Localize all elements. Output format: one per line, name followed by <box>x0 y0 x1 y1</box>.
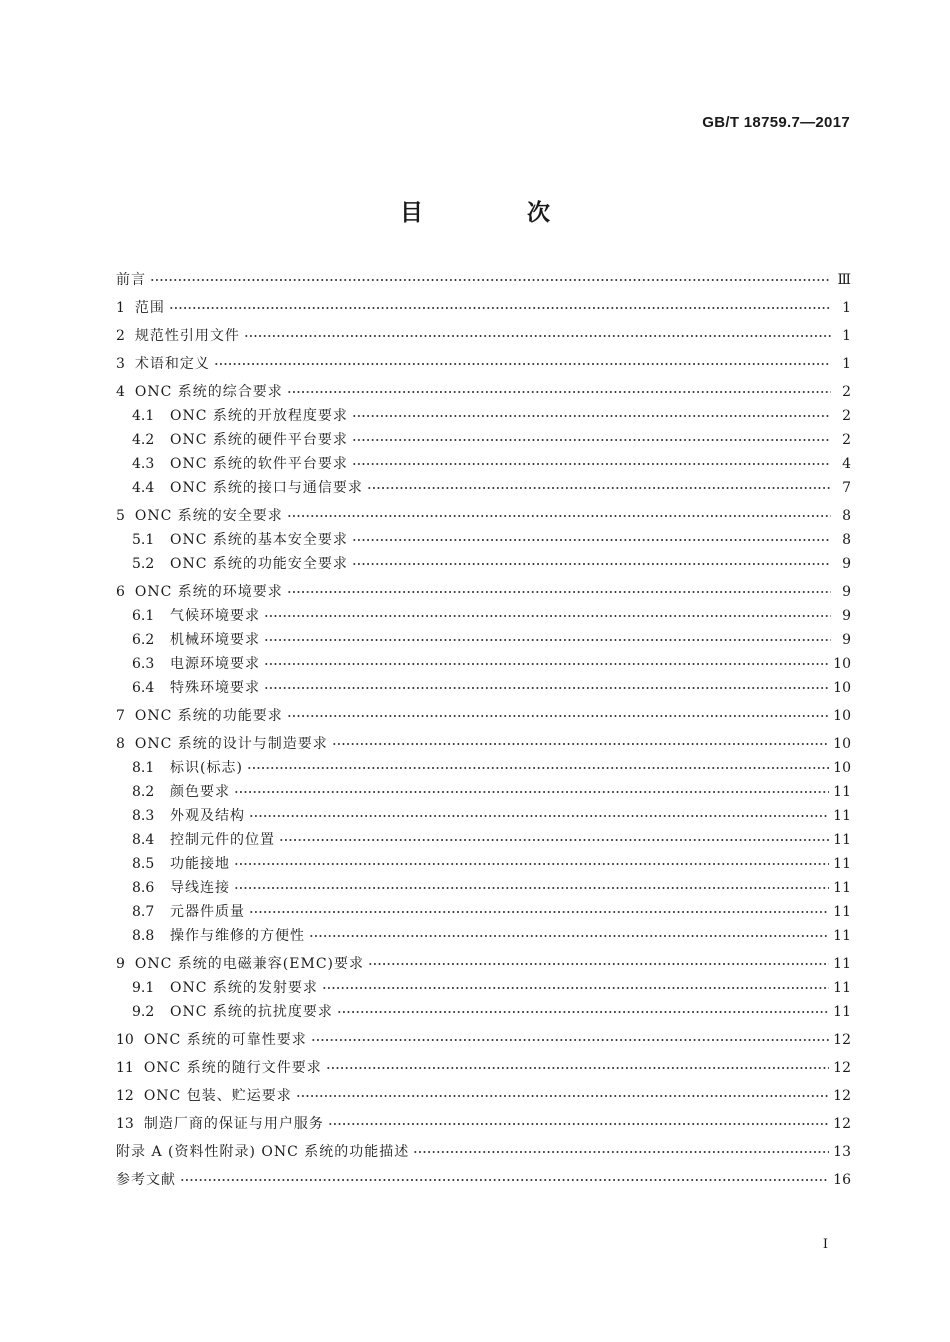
toc-entry[interactable] <box>116 1142 851 1162</box>
toc-entry[interactable] <box>116 678 851 698</box>
toc-entry[interactable] <box>116 354 851 374</box>
dot-leader <box>352 458 831 470</box>
dot-leader <box>311 1034 829 1046</box>
toc-entry-page: 7 <box>842 480 851 496</box>
dot-leader <box>234 882 829 894</box>
toc-entry-label: ONC 包装、贮运要求 <box>143 1088 292 1104</box>
dot-leader <box>322 982 829 994</box>
toc-entry-page: 11 <box>833 808 851 824</box>
toc-entry-label: 规范性引用文件 <box>134 328 240 344</box>
dot-leader <box>337 1006 829 1018</box>
toc-entry[interactable] <box>116 554 851 574</box>
dot-leader <box>326 1062 829 1074</box>
toc-entry-label: ONC 系统的发射要求 <box>170 980 318 996</box>
toc-entry[interactable] <box>116 782 851 802</box>
dot-leader <box>264 634 831 646</box>
toc-entry-label: ONC 系统的开放程度要求 <box>170 408 348 424</box>
toc-entry-number: 8.2 <box>132 784 155 800</box>
dot-leader <box>352 434 831 446</box>
toc-entry-label: ONC 系统的电磁兼容(EMC)要求 <box>134 956 365 972</box>
toc-entry-label: 功能接地 <box>170 856 230 872</box>
toc-entry[interactable] <box>116 758 851 778</box>
toc-entry[interactable] <box>116 530 851 550</box>
dot-leader <box>150 274 831 286</box>
toc-entry-page: 10 <box>833 736 851 752</box>
toc-entry[interactable] <box>116 298 851 318</box>
dot-leader <box>332 738 829 750</box>
toc-entry-number: 4.1 <box>132 408 155 424</box>
dot-leader <box>244 330 831 342</box>
toc-entry-page: 12 <box>833 1116 851 1132</box>
toc-entry[interactable] <box>116 1030 851 1050</box>
toc-entry[interactable] <box>116 954 851 974</box>
toc-entry-page: 2 <box>842 408 851 424</box>
toc-entry-number: 4 <box>116 384 125 400</box>
toc-entry-page: 10 <box>833 708 851 724</box>
toc-entry[interactable] <box>116 1114 851 1134</box>
toc-entry[interactable] <box>116 582 851 602</box>
dot-leader <box>180 1174 829 1186</box>
toc-entry-page: 9 <box>842 608 851 624</box>
dot-leader <box>247 762 829 774</box>
toc-entry-label: 前言 <box>116 272 146 288</box>
toc-entry-label: 外观及结构 <box>170 808 245 824</box>
toc-entry-number: 7 <box>116 708 125 724</box>
toc-entry-label: ONC 系统的接口与通信要求 <box>170 480 363 496</box>
toc-entry-label: ONC 系统的可靠性要求 <box>143 1032 307 1048</box>
toc-entry-page: 9 <box>842 632 851 648</box>
toc-entry-number: 8.6 <box>132 880 155 896</box>
toc-entry-number: 6 <box>116 584 125 600</box>
toc-entry[interactable] <box>116 1170 851 1190</box>
toc-entry-page: Ⅲ <box>837 272 851 288</box>
toc-entry-page: 11 <box>833 928 851 944</box>
toc-entry-number: 12 <box>116 1088 134 1104</box>
toc-entry-label: ONC 系统的综合要求 <box>134 384 283 400</box>
dot-leader <box>309 930 829 942</box>
toc-entry-page: 11 <box>833 856 851 872</box>
dot-leader <box>279 834 829 846</box>
toc-entry-page: 9 <box>842 556 851 572</box>
toc-entry-label: 参考文献 <box>116 1172 176 1188</box>
dot-leader <box>352 558 831 570</box>
dot-leader <box>328 1118 829 1130</box>
toc-entry-page: 8 <box>842 508 851 524</box>
toc-entry-page: 2 <box>842 432 851 448</box>
toc-entry-page: 10 <box>833 656 851 672</box>
toc-entry[interactable] <box>116 1086 851 1106</box>
page-number: I <box>822 1237 828 1252</box>
toc-entry-page: 11 <box>833 784 851 800</box>
toc-entry-number: 3 <box>116 356 125 372</box>
table-of-contents <box>116 270 851 1190</box>
dot-leader <box>264 610 831 622</box>
toc-entry-page: 12 <box>833 1088 851 1104</box>
toc-entry[interactable] <box>116 654 851 674</box>
dot-leader <box>287 586 831 598</box>
toc-entry-label: 术语和定义 <box>134 356 210 372</box>
toc-entry-number: 8.4 <box>132 832 155 848</box>
toc-entry[interactable] <box>116 454 851 474</box>
dot-leader <box>287 510 831 522</box>
toc-entry[interactable] <box>116 630 851 650</box>
toc-entry[interactable] <box>116 478 851 498</box>
toc-entry-label: 标识(标志) <box>170 760 243 776</box>
toc-entry-page: 1 <box>842 356 851 372</box>
toc-entry-number: 8.3 <box>132 808 155 824</box>
toc-entry-label: ONC 系统的软件平台要求 <box>170 456 348 472</box>
dot-leader <box>352 534 831 546</box>
toc-entry-label: 机械环境要求 <box>170 632 260 648</box>
dot-leader <box>413 1146 829 1158</box>
toc-entry-label: 附录 A (资料性附录) ONC 系统的功能描述 <box>116 1144 410 1160</box>
toc-entry-label: ONC 系统的抗扰度要求 <box>170 1004 333 1020</box>
toc-entry-number: 9.1 <box>132 980 155 996</box>
toc-entry-number: 8.7 <box>132 904 155 920</box>
toc-entry[interactable] <box>116 382 851 402</box>
toc-entry-label: ONC 系统的功能要求 <box>134 708 283 724</box>
toc-entry[interactable] <box>116 430 851 450</box>
toc-entry[interactable] <box>116 806 851 826</box>
toc-entry-label: 颜色要求 <box>170 784 230 800</box>
toc-entry-label: ONC 系统的基本安全要求 <box>170 532 348 548</box>
toc-entry-number: 8.8 <box>132 928 155 944</box>
toc-entry[interactable] <box>116 270 851 290</box>
toc-entry-label: ONC 系统的功能安全要求 <box>170 556 348 572</box>
dot-leader <box>249 906 829 918</box>
dot-leader <box>264 682 829 694</box>
dot-leader <box>249 810 829 822</box>
toc-entry-label: ONC 系统的硬件平台要求 <box>170 432 348 448</box>
dot-leader <box>169 302 831 314</box>
toc-entry-label: 制造厂商的保证与用户服务 <box>143 1116 324 1132</box>
toc-entry[interactable] <box>116 406 851 426</box>
toc-entry-page: 8 <box>842 532 851 548</box>
toc-entry-page: 9 <box>842 584 851 600</box>
toc-entry-page: 2 <box>842 384 851 400</box>
toc-entry-page: 12 <box>833 1060 851 1076</box>
toc-entry-label: ONC 系统的设计与制造要求 <box>134 736 328 752</box>
toc-entry-page: 11 <box>833 956 851 972</box>
toc-entry-number: 5.1 <box>132 532 155 548</box>
toc-entry-number: 8.5 <box>132 856 155 872</box>
toc-entry-number: 6.2 <box>132 632 155 648</box>
toc-entry-page: 11 <box>833 1004 851 1020</box>
standard-code: GB/T 18759.7—2017 <box>702 114 850 131</box>
toc-entry-number: 6.4 <box>132 680 155 696</box>
toc-entry-number: 4.4 <box>132 480 155 496</box>
toc-entry[interactable] <box>116 734 851 754</box>
toc-entry-number: 6.1 <box>132 608 155 624</box>
toc-entry-label: 范围 <box>134 300 165 316</box>
toc-entry-number: 13 <box>116 1116 134 1132</box>
toc-entry[interactable] <box>116 926 851 946</box>
toc-entry-label: ONC 系统的安全要求 <box>134 508 283 524</box>
toc-entry-page: 13 <box>833 1144 851 1160</box>
toc-entry-page: 16 <box>833 1172 851 1188</box>
toc-entry-label: 特殊环境要求 <box>170 680 260 696</box>
toc-entry-number: 1 <box>116 300 125 316</box>
page-title: 目 次 <box>399 200 598 226</box>
toc-entry-label: ONC 系统的随行文件要求 <box>143 1060 322 1076</box>
toc-entry[interactable] <box>116 854 851 874</box>
dot-leader <box>352 410 831 422</box>
toc-entry-page: 11 <box>833 832 851 848</box>
toc-entry-page: 11 <box>833 880 851 896</box>
toc-entry-number: 6.3 <box>132 656 155 672</box>
toc-entry-label: 导线连接 <box>170 880 230 896</box>
dot-leader <box>287 386 831 398</box>
toc-entry-page: 10 <box>833 680 851 696</box>
toc-entry-label: 电源环境要求 <box>170 656 260 672</box>
toc-entry-page: 11 <box>833 980 851 996</box>
dot-leader <box>234 858 829 870</box>
toc-entry-number: 5 <box>116 508 125 524</box>
toc-entry-number: 2 <box>116 328 125 344</box>
toc-entry-number: 9 <box>116 956 125 972</box>
toc-entry[interactable] <box>116 978 851 998</box>
toc-entry-number: 8 <box>116 736 125 752</box>
toc-entry-page: 10 <box>833 760 851 776</box>
toc-entry-label: 操作与维修的方便性 <box>170 928 305 944</box>
toc-entry[interactable] <box>116 506 851 526</box>
toc-entry-number: 8.1 <box>132 760 155 776</box>
dot-leader <box>367 482 831 494</box>
toc-entry-page: 1 <box>842 328 851 344</box>
toc-entry[interactable] <box>116 878 851 898</box>
toc-entry-number: 11 <box>116 1060 134 1076</box>
dot-leader <box>264 658 829 670</box>
dot-leader <box>296 1090 829 1102</box>
toc-entry[interactable] <box>116 1058 851 1078</box>
dot-leader <box>214 358 831 370</box>
toc-entry[interactable] <box>116 830 851 850</box>
toc-entry-number: 10 <box>116 1032 134 1048</box>
toc-entry-page: 11 <box>833 904 851 920</box>
dot-leader <box>287 710 829 722</box>
toc-entry[interactable] <box>116 1002 851 1022</box>
toc-entry-page: 12 <box>833 1032 851 1048</box>
dot-leader <box>234 786 829 798</box>
dot-leader <box>368 958 829 970</box>
toc-entry[interactable] <box>116 326 851 346</box>
toc-entry-number: 4.3 <box>132 456 155 472</box>
toc-entry[interactable] <box>116 706 851 726</box>
toc-entry[interactable] <box>116 606 851 626</box>
toc-entry-number: 9.2 <box>132 1004 155 1020</box>
toc-entry-page: 4 <box>842 456 851 472</box>
toc-entry-number: 5.2 <box>132 556 155 572</box>
toc-entry-label: 控制元件的位置 <box>170 832 275 848</box>
toc-entry-page: 1 <box>842 300 851 316</box>
toc-entry-label: 气候环境要求 <box>170 608 260 624</box>
toc-entry-label: ONC 系统的环境要求 <box>134 584 283 600</box>
toc-entry-label: 元器件质量 <box>170 904 245 920</box>
toc-entry[interactable] <box>116 902 851 922</box>
toc-entry-number: 4.2 <box>132 432 155 448</box>
